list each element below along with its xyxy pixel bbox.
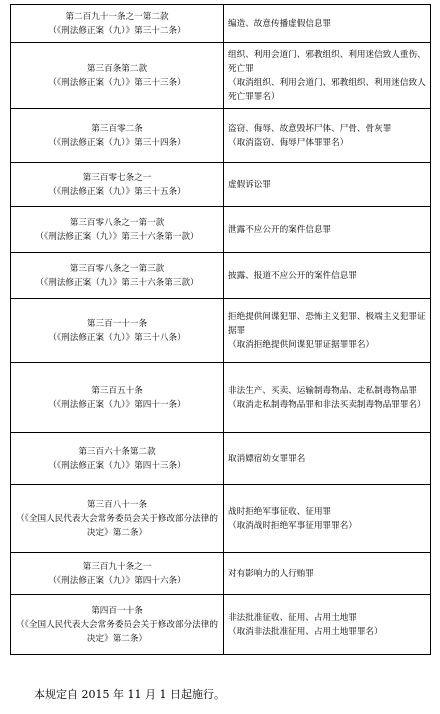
charge-name-cell: 组织、利用会道门、邪教组织、利用迷信致人重伤、死亡罪 （取消组织、利用会道门、邪教组织、利用迷信致人死亡罪罪名） [224, 43, 431, 109]
article-cell: 第三百零二条 （《刑法修正案（九）》第三十四条） [11, 109, 224, 163]
table-row [11, 163, 431, 207]
article-cell: 第三百零七条之一 （《刑法修正案（九）》第三十五条） [11, 163, 224, 207]
table-row [11, 109, 431, 163]
table-row [11, 299, 431, 363]
charge-name-cell: 泄露不应公开的案件信息罪 [224, 207, 431, 253]
table-body [11, 5, 431, 655]
table-row [11, 363, 431, 433]
article-cell: 第三百六十条第二款 （《刑法修正案（九）》第四十三条） [11, 433, 224, 485]
article-cell: 第三百五十条 （《刑法修正案（九）》第四十一条） [11, 363, 224, 433]
charge-name-cell: 取消嫖宿幼女罪罪名 [224, 433, 431, 485]
table-row [11, 433, 431, 485]
table-row [11, 207, 431, 253]
charge-name-cell: 非法生产、买卖、运输制毒物品、走私制毒物品罪 （取消走私制毒物品罪和非法买卖制毒物品罪罪名） [224, 363, 431, 433]
table-row [11, 43, 431, 109]
effective-date-note: 本规定自 2015 年 11 月 1 日起施行。 [34, 688, 225, 701]
table-row [11, 485, 431, 553]
charge-name-cell: 披露、报道不应公开的案件信息罪 [224, 253, 431, 299]
article-cell: 第四百一十条 （《全国人民代表大会常务委员会关于修改部分法律的决定》第二条） [11, 595, 224, 655]
article-cell: 第三百零八条之一第三款 （《刑法修正案（九）》第三十六条第三款） [11, 253, 224, 299]
crime-name-table [10, 4, 431, 655]
charge-name-cell: 战时拒绝军事征收、征用罪 （取消战时拒绝军事征用罪罪名） [224, 485, 431, 553]
charge-name-cell: 非法批准征收、征用、占用土地罪 （取消非法批准征用、占用土地罪罪名） [224, 595, 431, 655]
charge-name-cell: 盗窃、侮辱、故意毁坏尸体、尸骨、骨灰罪 （取消盗窃、侮辱尸体罪罪名） [224, 109, 431, 163]
table-row [11, 253, 431, 299]
charge-name-cell: 虚假诉讼罪 [224, 163, 431, 207]
article-cell: 第二百九十一条之一第二款 （《刑法修正案（九）》第三十二条） [11, 5, 224, 43]
charge-name-cell: 对有影响力的人行贿罪 [224, 553, 431, 595]
table-row [11, 5, 431, 43]
article-cell: 第三百条第二款 （《刑法修正案（九）》第三十三条） [11, 43, 224, 109]
article-cell: 第三百一十一条 （《刑法修正案（九）》第三十八条） [11, 299, 224, 363]
article-cell: 第三百九十条之一 （《刑法修正案（九）》第四十六条） [11, 553, 224, 595]
article-cell: 第三百零八条之一第一款 （《刑法修正案（九）》第三十六条第一款） [11, 207, 224, 253]
table-row [11, 553, 431, 595]
table-row [11, 595, 431, 655]
charge-name-cell: 编造、故意传播虚假信息罪 [224, 5, 431, 43]
charge-name-cell: 拒绝提供间谍犯罪、恐怖主义犯罪、极端主义犯罪证据罪 （取消拒绝提供间谍犯罪证据罪罪名） [224, 299, 431, 363]
article-cell: 第三百八十一条 （《全国人民代表大会常务委员会关于修改部分法律的决定》第二条） [11, 485, 224, 553]
